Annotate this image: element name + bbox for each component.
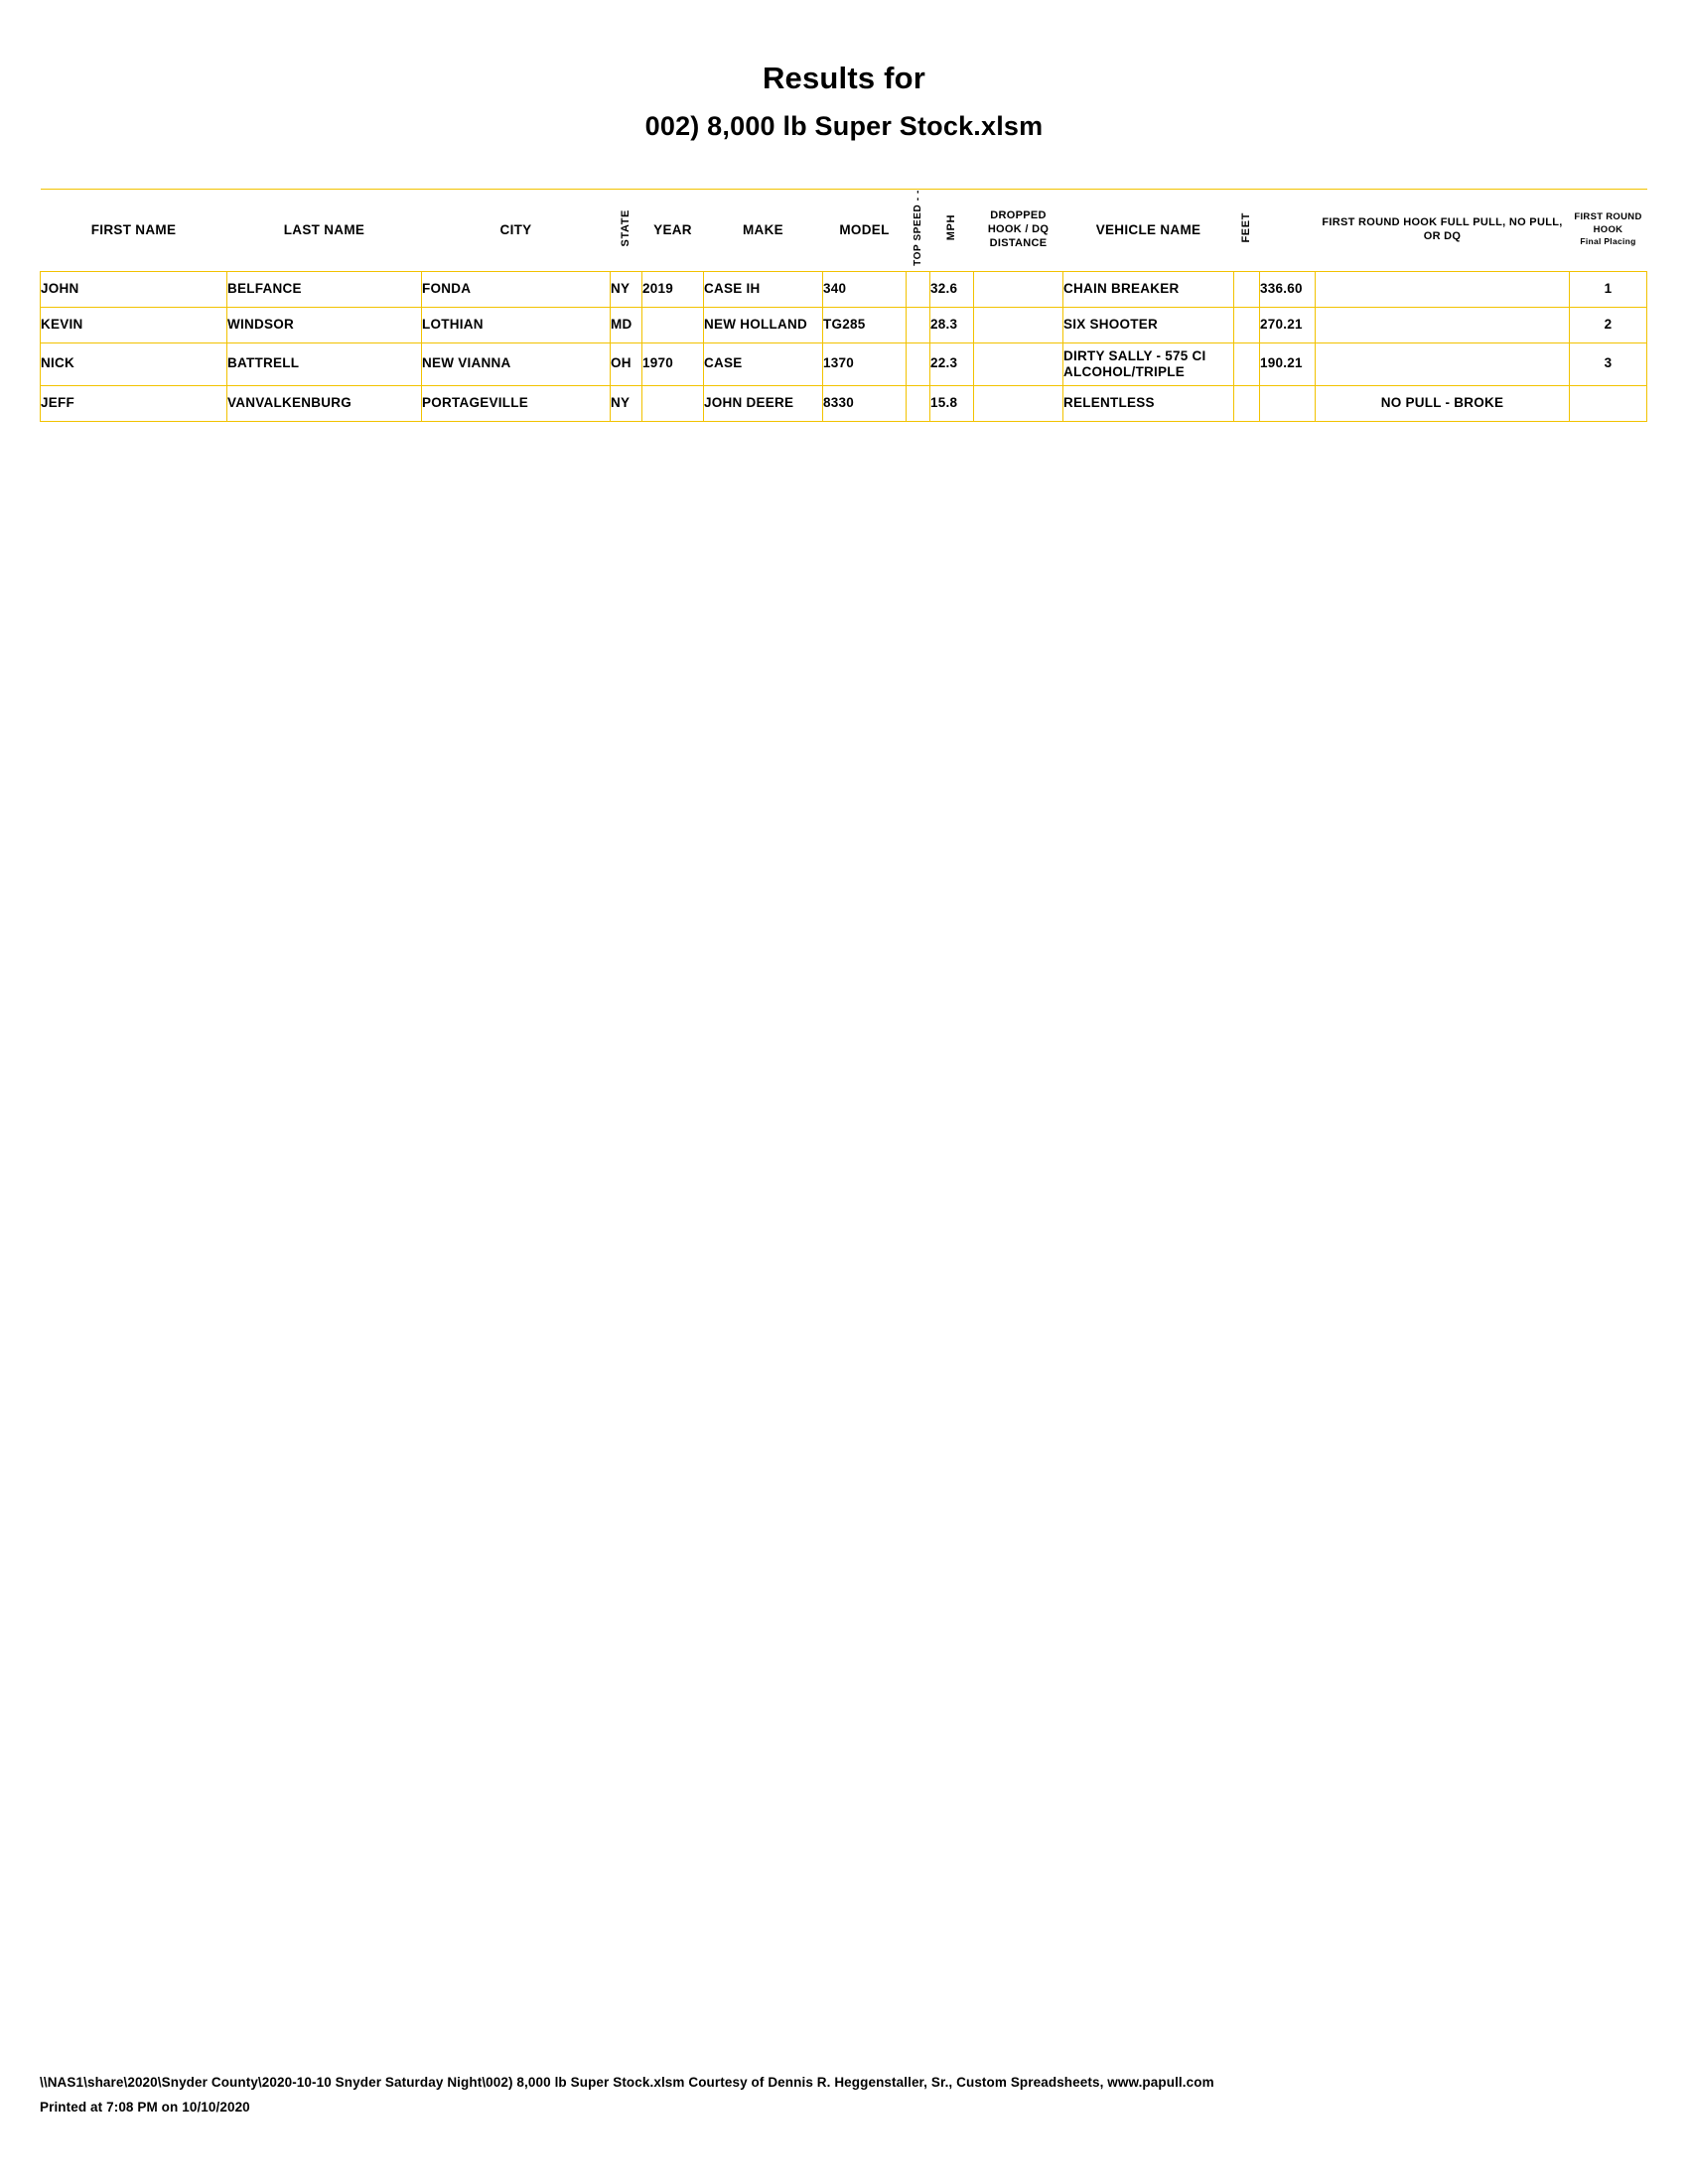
cell-mph: 32.6	[930, 271, 974, 307]
cell-dropped-hook	[974, 271, 1063, 307]
column-header-final-placing-line2: Final Placing	[1580, 236, 1636, 247]
cell-feet-spacer	[1234, 385, 1260, 421]
cell-state: NY	[611, 385, 642, 421]
column-header-state-label: STATE	[620, 208, 633, 247]
cell-dropped-hook	[974, 385, 1063, 421]
cell-feet: 336.60	[1260, 271, 1316, 307]
results-table-container	[40, 189, 1646, 422]
cell-vehicle-name: RELENTLESS	[1063, 385, 1234, 421]
cell-city: LOTHIAN	[422, 307, 611, 342]
cell-feet	[1260, 385, 1316, 421]
column-header-feet-value	[1260, 190, 1316, 272]
cell-make: NEW HOLLAND	[704, 307, 823, 342]
column-header-top-speed-label: TOP SPEED - -	[913, 190, 923, 266]
cell-feet-spacer	[1234, 342, 1260, 385]
cell-make: JOHN DEERE	[704, 385, 823, 421]
cell-year	[642, 385, 704, 421]
results-table	[40, 189, 1647, 422]
column-header-mph	[930, 190, 974, 272]
column-header-first-name: FIRST NAME	[41, 190, 227, 272]
cell-vehicle-name: DIRTY SALLY - 575 CI ALCOHOL/TRIPLE	[1063, 342, 1234, 385]
column-header-mph-label: MPH	[945, 214, 958, 241]
cell-city: NEW VIANNA	[422, 342, 611, 385]
cell-state: NY	[611, 271, 642, 307]
page-title	[0, 58, 1688, 148]
cell-first-name: NICK	[41, 342, 227, 385]
cell-year: 1970	[642, 342, 704, 385]
column-header-make: MAKE	[704, 190, 823, 272]
cell-state: OH	[611, 342, 642, 385]
column-header-final-placing-line1: FIRST ROUND HOOK	[1574, 211, 1642, 235]
cell-city: PORTAGEVILLE	[422, 385, 611, 421]
table-header	[41, 190, 1647, 272]
cell-last-name: BELFANCE	[227, 271, 422, 307]
cell-first-round-hook: NO PULL - BROKE	[1316, 385, 1570, 421]
cell-state: MD	[611, 307, 642, 342]
cell-vehicle-name: SIX SHOOTER	[1063, 307, 1234, 342]
cell-model: 8330	[823, 385, 907, 421]
cell-feet-spacer	[1234, 271, 1260, 307]
column-header-model: MODEL	[823, 190, 907, 272]
cell-mph: 22.3	[930, 342, 974, 385]
cell-top-speed	[907, 271, 930, 307]
table-header-row	[41, 190, 1647, 272]
page-footer	[40, 2071, 1628, 2120]
column-header-feet-label: FEET	[1240, 212, 1253, 243]
cell-final-placing	[1570, 385, 1647, 421]
cell-dropped-hook	[974, 307, 1063, 342]
table-row	[41, 307, 1647, 342]
table-row	[41, 342, 1647, 385]
cell-last-name: VANVALKENBURG	[227, 385, 422, 421]
cell-model: 1370	[823, 342, 907, 385]
cell-top-speed	[907, 385, 930, 421]
cell-first-round-hook	[1316, 271, 1570, 307]
cell-first-name: JEFF	[41, 385, 227, 421]
footer-path-line: \\NAS1\share\2020\Snyder County\2020-10-10 Snyder Saturday Night\002) 8,000 lb Super Stock.xlsm Courtesy of Dennis R. Heggenstaller, Sr., Custom Spreadsheets, www.papull.com	[40, 2075, 1214, 2091]
column-header-vehicle-name: VEHICLE NAME	[1063, 190, 1234, 272]
title-line-1: Results for	[762, 61, 926, 95]
column-header-year: YEAR	[642, 190, 704, 272]
cell-top-speed	[907, 342, 930, 385]
cell-feet-spacer	[1234, 307, 1260, 342]
cell-year	[642, 307, 704, 342]
footer-printed-line: Printed at 7:08 PM on 10/10/2020	[40, 2100, 250, 2116]
cell-feet: 190.21	[1260, 342, 1316, 385]
cell-mph: 15.8	[930, 385, 974, 421]
cell-first-name: JOHN	[41, 271, 227, 307]
cell-last-name: WINDSOR	[227, 307, 422, 342]
cell-final-placing: 1	[1570, 271, 1647, 307]
cell-final-placing: 3	[1570, 342, 1647, 385]
cell-top-speed	[907, 307, 930, 342]
cell-mph: 28.3	[930, 307, 974, 342]
cell-city: FONDA	[422, 271, 611, 307]
cell-final-placing: 2	[1570, 307, 1647, 342]
cell-first-round-hook	[1316, 342, 1570, 385]
title-line-2: 002) 8,000 lb Super Stock.xlsm	[644, 110, 1044, 141]
cell-feet: 270.21	[1260, 307, 1316, 342]
column-header-final-placing	[1570, 190, 1647, 272]
column-header-feet	[1234, 190, 1260, 272]
cell-make: CASE	[704, 342, 823, 385]
table-body	[41, 271, 1647, 421]
column-header-dropped-hook: DROPPED HOOK / DQ DISTANCE	[974, 190, 1063, 272]
column-header-top-speed	[907, 190, 930, 272]
column-header-city: CITY	[422, 190, 611, 272]
cell-last-name: BATTRELL	[227, 342, 422, 385]
cell-dropped-hook	[974, 342, 1063, 385]
cell-make: CASE IH	[704, 271, 823, 307]
column-header-first-round-hook: FIRST ROUND HOOK FULL PULL, NO PULL, OR DQ	[1316, 190, 1570, 272]
table-row	[41, 271, 1647, 307]
cell-vehicle-name: CHAIN BREAKER	[1063, 271, 1234, 307]
cell-model: TG285	[823, 307, 907, 342]
cell-first-name: KEVIN	[41, 307, 227, 342]
table-row	[41, 385, 1647, 421]
cell-year: 2019	[642, 271, 704, 307]
column-header-last-name: LAST NAME	[227, 190, 422, 272]
column-header-state	[611, 190, 642, 272]
cell-model: 340	[823, 271, 907, 307]
cell-first-round-hook	[1316, 307, 1570, 342]
